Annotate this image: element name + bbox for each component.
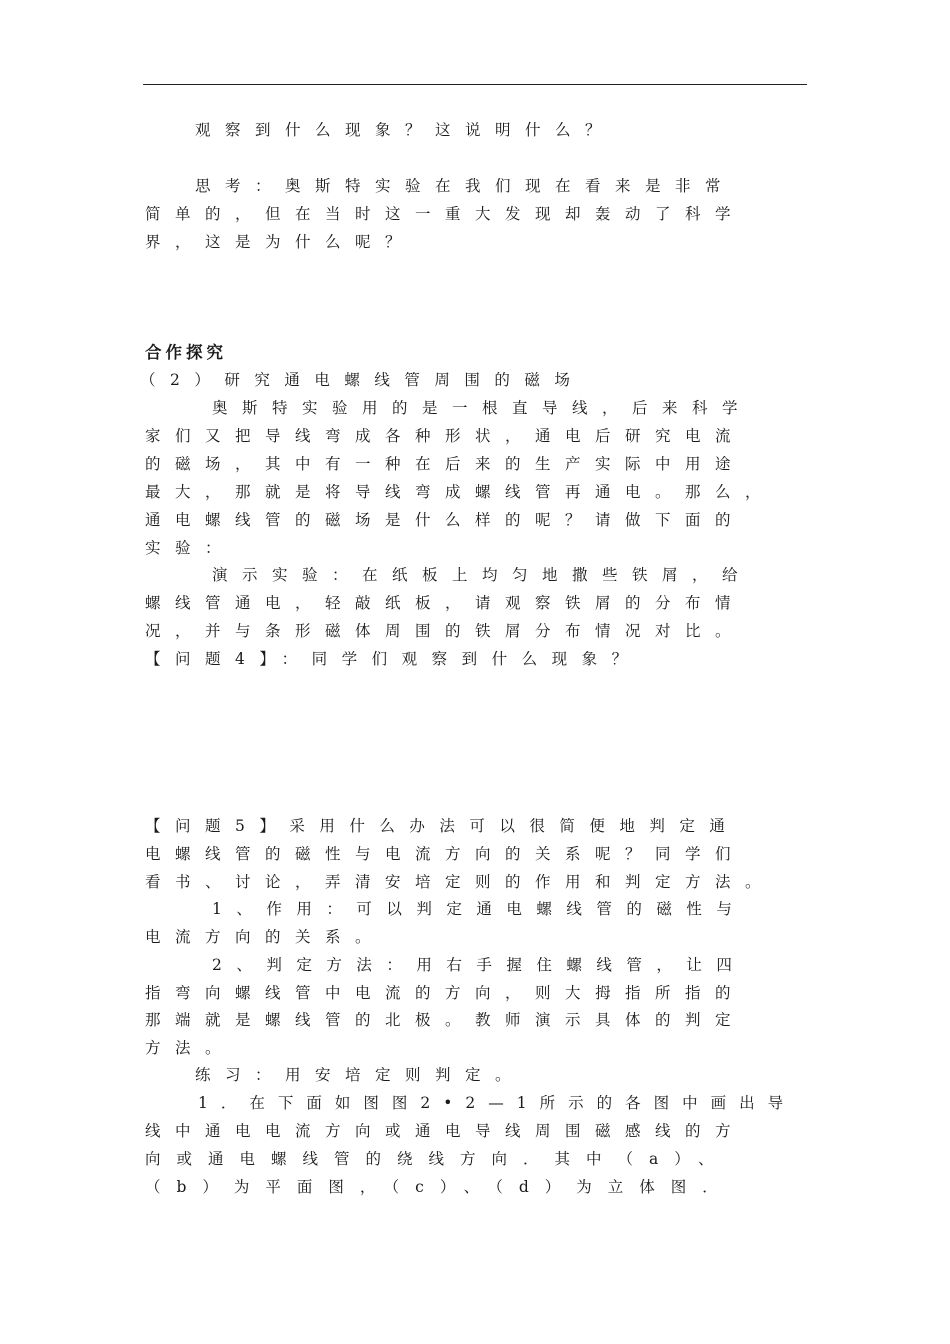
intro-line: 实验： (145, 539, 236, 557)
point-2-line: 方法。 (145, 1039, 236, 1057)
header-rule (143, 84, 807, 85)
intro-line: 最大，那就是将导线弯成螺线管再通电。那么， (145, 483, 776, 501)
point-1-line: 电流方向的关系。 (145, 928, 386, 946)
section-subheading: （2）研究通电螺线管周围的磁场 (140, 371, 585, 389)
point-1-line: 1、作用：可以判定通电螺线管的磁性与 (212, 900, 747, 918)
think-line: 简单的，但在当时这一重大发现却轰动了科学 (145, 205, 746, 223)
question-5-line: 电螺线管的磁性与电流方向的关系呢？同学们 (145, 845, 746, 863)
practice-line: 1．在下面如图图2•2—1所示的各图中画出导 (198, 1094, 797, 1112)
question-5-line: 【问题5】采用什么办法可以很简便地判定通 (145, 817, 740, 835)
point-2-line: 那端就是螺线管的北极。教师演示具体的判定 (145, 1011, 746, 1029)
demo-line: 况，并与条形磁体周围的铁屑分布情况对比。 (145, 622, 746, 640)
intro-line: 奥斯特实验用的是一根直导线，后来科学 (212, 399, 753, 417)
point-2-line: 2、判定方法：用右手握住螺线管，让四 (212, 956, 747, 974)
think-line: 界，这是为什么呢？ (145, 233, 416, 251)
practice-line: 线中通电电流方向或通电导线周围磁感线的方 (145, 1122, 746, 1140)
section-heading: 合作探究 (145, 343, 227, 362)
demo-line: 演示实验：在纸板上均匀地撒些铁屑，给 (212, 566, 753, 584)
intro-line: 的磁场，其中有一种在后来的生产实际中用途 (145, 455, 746, 473)
practice-line: （b）为平面图，（c）、（d）为立体图． (145, 1178, 734, 1196)
question-4: 【问题4】：同学们观察到什么现象？ (145, 650, 642, 668)
intro-line: 家们又把导线弯成各种形状，通电后研究电流 (145, 427, 746, 445)
practice-title: 练习：用安培定则判定。 (195, 1066, 526, 1084)
question-line: 观察到什么现象？这说明什么？ (195, 121, 616, 139)
intro-line: 通电螺线管的磁场是什么样的呢？请做下面的 (145, 511, 746, 529)
think-line: 思考：奥斯特实验在我们现在看来是非常 (195, 177, 736, 195)
question-5-line: 看书、讨论，弄清安培定则的作用和判定方法。 (145, 873, 776, 891)
point-2-line: 指弯向螺线管中电流的方向，则大拇指所指的 (145, 984, 746, 1002)
demo-line: 螺线管通电，轻敲纸板，请观察铁屑的分布情 (145, 594, 746, 612)
practice-line: 向或通电螺线管的绕线方向．其中（a）、 (145, 1150, 730, 1168)
